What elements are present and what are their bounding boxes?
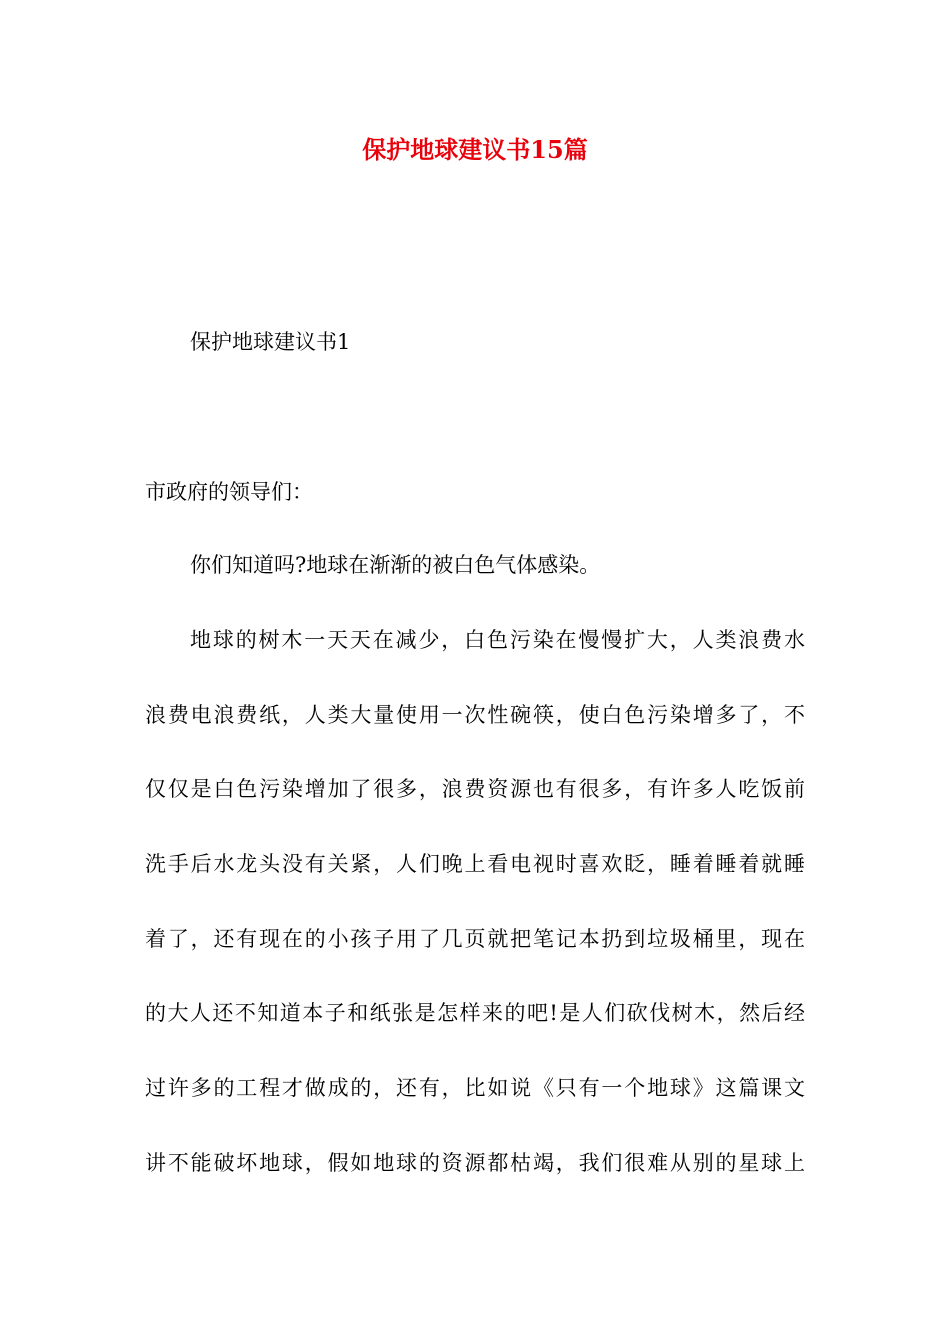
body-line-3: 浪费电浪费纸，人类大量使用一次性碗筷，使白色污染增多了，不 <box>145 703 805 727</box>
body-line-6: 着了，还有现在的小孩子用了几页就把笔记本扔到垃圾桶里，现在 <box>145 927 805 951</box>
body-line-1: 你们知道吗?地球在渐渐的被白色气体感染。 <box>190 553 601 577</box>
body-line-8: 过许多的工程才做成的，还有，比如说《只有一个地球》这篇课文 <box>145 1076 805 1100</box>
document-title: 保护地球建议书15篇 <box>362 135 588 164</box>
body-line-4: 仅仅是白色污染增加了很多，浪费资源也有很多，有许多人吃饭前 <box>145 777 805 801</box>
body-line-5: 洗手后水龙头没有关紧，人们晚上看电视时喜欢眨，睡着睡着就睡 <box>145 852 805 876</box>
body-line-7: 的大人还不知道本子和纸张是怎样来的吧!是人们砍伐树木，然后经 <box>145 1001 805 1025</box>
body-line-2: 地球的树木一天天在减少，白色污染在慢慢扩大，人类浪费水 <box>190 628 805 652</box>
body-line-9: 讲不能破坏地球，假如地球的资源都枯竭，我们很难从别的星球上 <box>145 1151 805 1175</box>
salutation: 市政府的领导们： <box>145 480 313 504</box>
section-heading: 保护地球建议书1 <box>190 330 351 354</box>
